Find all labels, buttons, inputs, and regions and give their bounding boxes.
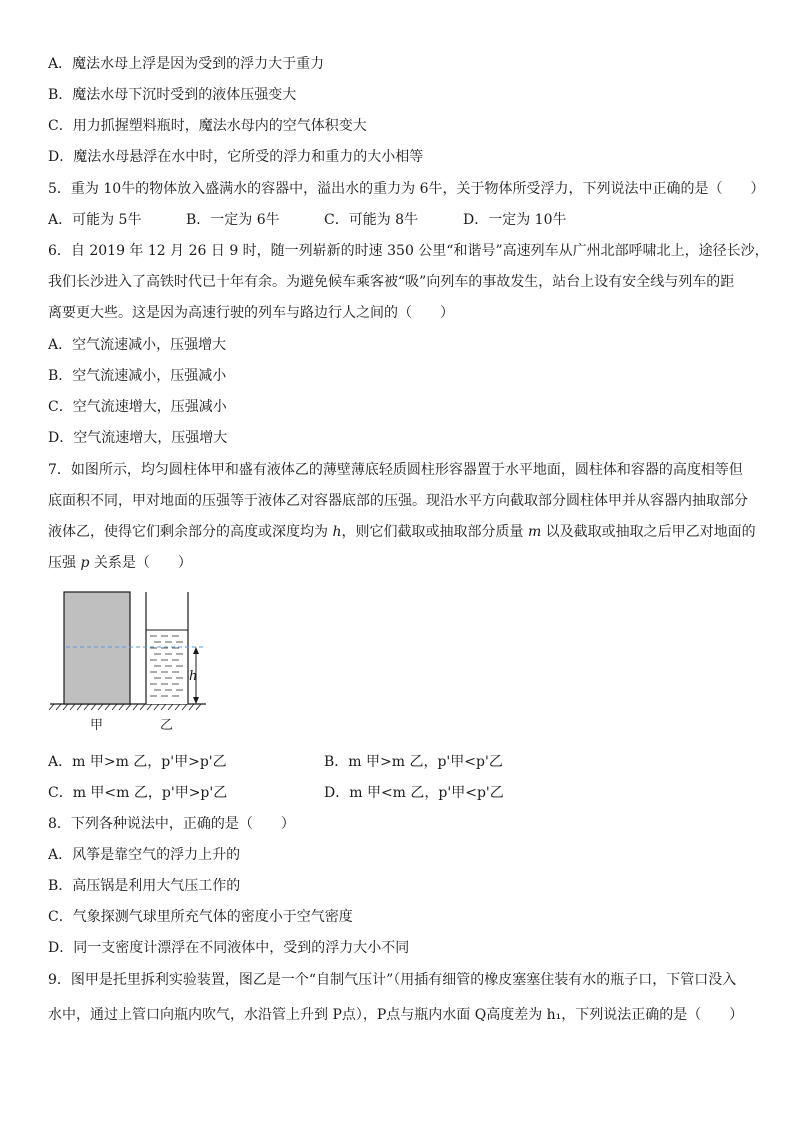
q7-stem-text: ，则它们截取或抽取部分质量 bbox=[341, 524, 528, 540]
q7-stem-line-1: 7．如图所示，均匀圆柱体甲和盛有液体乙的薄壁薄底轻质圆柱形容器置于水平地面，圆柱体和容器的高度相等但 bbox=[48, 462, 743, 478]
h-label: h bbox=[189, 669, 198, 684]
q6-stem-line-1: 6．自 2019 年 12 月 26 日 9 时，随一列崭新的时速 350 公里“和谐号”高速列车从广州北部呼啸北上，途径长沙， bbox=[48, 243, 769, 259]
q6-option-c: C．空气流速增大，压强减小 bbox=[48, 399, 227, 415]
q7-var-h: h bbox=[332, 524, 342, 540]
q4-option-c: C．用力抓握塑料瓶时，魔法水母内的空气体积变大 bbox=[48, 118, 367, 134]
q7-options-row-1 bbox=[48, 752, 748, 772]
q7-option-b: B．m 甲>m 乙，p'甲<p'乙 bbox=[324, 754, 503, 770]
q8-option-d: D．同一支密度计漂浮在不同液体中，受到的浮力大小不同 bbox=[48, 940, 410, 956]
q8-stem: 8．下列各种说法中，正确的是（ ） bbox=[48, 816, 295, 832]
ground-hatch bbox=[49, 704, 201, 710]
q4-option-d: D．魔法水母悬浮在水中时，它所受的浮力和重力的大小相等 bbox=[48, 149, 424, 165]
q5-option-a: A．可能为 5牛 bbox=[48, 212, 142, 228]
q7-stem-text: 关系是（ ） bbox=[89, 555, 192, 571]
q4-option-a: A．魔法水母上浮是因为受到的浮力大于重力 bbox=[48, 56, 325, 72]
q8-option-b: B．高压锅是利用大气压工作的 bbox=[48, 878, 241, 894]
q9-stem-line-2: 水中，通过上管口向瓶内吹气，水沿管上升到 P点），P点与瓶内水面 Q高度差为 h₁，下列说法正确的是（ ） bbox=[48, 1007, 744, 1023]
q7-stem-line-4 bbox=[48, 553, 192, 573]
cylinder-jia bbox=[64, 592, 130, 704]
q8-option-a: A．风筝是靠空气的浮力上升的 bbox=[48, 847, 241, 863]
q6-stem-line-3: 离要更大些。这是因为高速行驶的列车与路边行人之间的（ ） bbox=[48, 305, 454, 321]
q5-option-d: D．一定为 10牛 bbox=[463, 212, 567, 228]
q7-stem-line-2: 底面积不同，甲对地面的压强等于液体乙对容器底部的压强。现沿水平方向截取部分圆柱体甲并从容器内抽取部分 bbox=[48, 493, 748, 509]
q6-option-a: A．空气流速减小，压强增大 bbox=[48, 337, 227, 353]
q8-option-c: C．气象探测气球里所充气体的密度小于空气密度 bbox=[48, 909, 353, 925]
q7-stem-text: 液体乙，使得它们剩余部分的高度或深度均为 bbox=[48, 524, 333, 540]
q9-stem-line-1: 9．图甲是托里拆利实验装置，图乙是一个“自制气压计”（用插有细管的橡皮塞塞住装有水的瓶子口，下管口没入 bbox=[48, 972, 737, 988]
q7-var-p: p bbox=[80, 555, 90, 571]
label-jia: 甲 bbox=[90, 718, 104, 733]
q4-option-b: B．魔法水母下沉时受到的液体压强变大 bbox=[48, 87, 297, 103]
q5-options bbox=[48, 210, 748, 230]
q5-stem: 5．重为 10牛的物体放入盛满水的容器中，溢出水的重力为 6牛，关于物体所受浮力，下列说法中正确的是（ ） bbox=[48, 181, 765, 197]
q7-option-a: A．m 甲>m 乙，p'甲>p'乙 bbox=[48, 754, 227, 770]
q7-option-c: C．m 甲<m 乙，p'甲>p'乙 bbox=[48, 785, 228, 801]
q7-figure bbox=[48, 586, 208, 738]
q7-stem-line-3 bbox=[48, 522, 756, 542]
q5-option-b: B．一定为 6牛 bbox=[186, 212, 280, 228]
label-yi: 乙 bbox=[160, 718, 174, 733]
q6-option-d: D．空气流速增大，压强增大 bbox=[48, 430, 228, 446]
q6-option-b: B．空气流速减小，压强减小 bbox=[48, 368, 227, 384]
q7-options-row-2 bbox=[48, 783, 748, 803]
q6-stem-line-2: 我们长沙进入了高铁时代已十年有余。为避免候车乘客被“吸”向列车的事故发生，站台上设有安全线与列车的距 bbox=[48, 274, 735, 290]
q7-stem-text: 以及截取或抽取之后甲乙对地面的 bbox=[541, 524, 756, 540]
q7-stem-text: 压强 bbox=[48, 555, 81, 571]
q7-var-m: m bbox=[527, 524, 542, 540]
container-yi bbox=[146, 592, 188, 704]
q5-option-c: C．可能为 8牛 bbox=[324, 212, 419, 228]
q7-option-d: D．m 甲<m 乙，p'甲<p'乙 bbox=[324, 785, 504, 801]
